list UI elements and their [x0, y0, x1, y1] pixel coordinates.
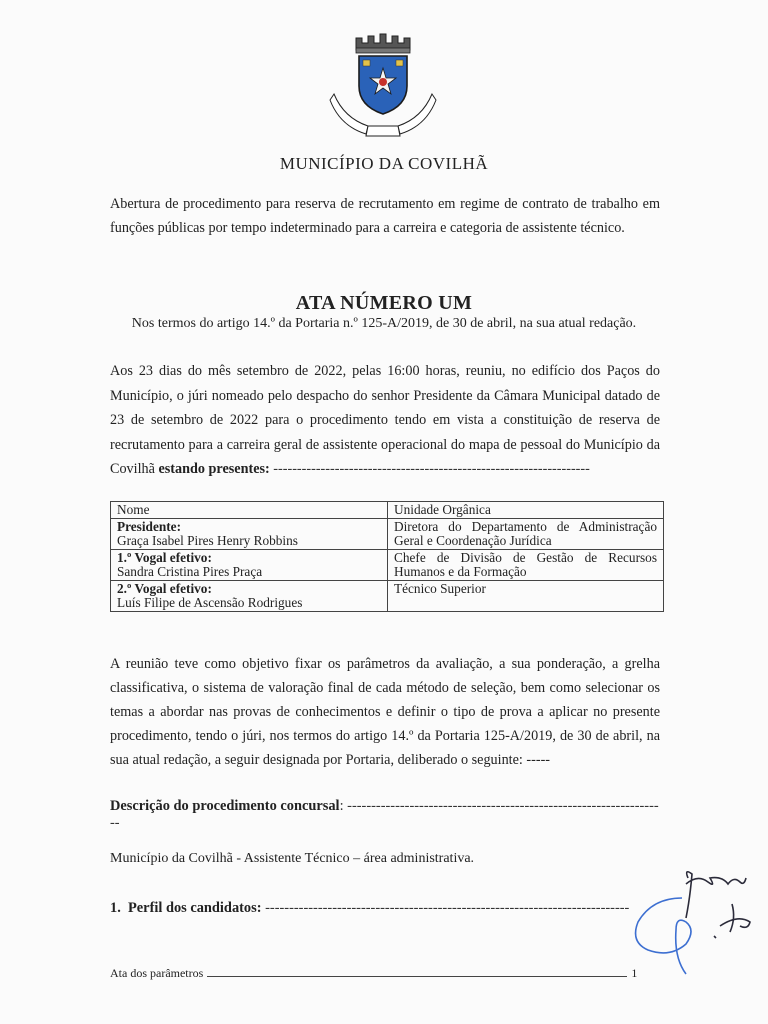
procedure-description: Município da Covilhã - Assistente Técnico – área administrativa.: [110, 851, 475, 866]
present-label: estando presentes:: [158, 461, 270, 477]
jury-name: Sandra Cristina Pires Praça: [117, 564, 263, 579]
jury-role: Presidente:: [117, 518, 182, 534]
page-number: 1: [631, 966, 638, 980]
jury-role: 1.º Vogal efetivo:: [117, 549, 212, 565]
municipal-crest-icon: [326, 30, 440, 140]
jury-name: Luís Filipe de Ascensão Rodrigues: [117, 595, 303, 610]
meeting-paragraph: A reunião teve como objetivo fixar os parâmetros da avaliação, a sua ponderação, a grelha classificativa, o sistema de valoração final de cada método de seleção, bem como selecionar os temas a abordar nas provas de conhecimentos e definir o tipo de prova a aplicar no presente procedimento, tendo o júri, nos termos do artigo 14.º da Portaria 125-A/2019, de 30 de abril, na sua atual redação, a seguir designada por Portaria, deliberado o seguinte: -----: [110, 656, 660, 768]
section-dashes: ----------------------------------------------------------------------------: [261, 900, 630, 916]
footer-label: Ata dos parâmetros: [110, 966, 204, 980]
header-name: Nome: [111, 502, 388, 519]
jury-role: 2.º Vogal efetivo:: [117, 580, 212, 596]
section-title: Perfil dos candidatos:: [128, 900, 262, 916]
section-heading: [110, 900, 660, 917]
procedure-label: Descrição do procedimento concursal: [110, 798, 340, 814]
procedure-heading: [110, 798, 660, 832]
opening-paragraph: [110, 359, 660, 482]
procedure-dashes: : -------------------------------------------------------------------: [110, 798, 659, 831]
jury-name: Graça Isabel Pires Henry Robbins: [117, 533, 298, 548]
jury-unit: Chefe de Divisão de Gestão de Recursos Humanos e da Formação: [388, 549, 664, 580]
intro-paragraph: Abertura de procedimento para reserva de recrutamento em regime de contrato de trabalho em funções públicas por tempo indeterminado para a carreira e categoria de assistente técnico.: [110, 196, 660, 236]
footer-rule: [207, 966, 627, 977]
municipality-title: MUNICÍPIO DA COVILHÃ: [279, 154, 489, 173]
header-unit: Unidade Orgânica: [388, 502, 664, 519]
section-number: 1.: [110, 900, 121, 916]
jury-member-cell: [111, 518, 388, 549]
jury-unit: Técnico Superior: [388, 580, 664, 611]
opening-text: Aos 23 dias do mês setembro de 2022, pelas 16:00 horas, reuniu, no edifício dos Paços do Município, o júri nomeado pelo despacho do senhor Presidente da Câmara Municipal datado de 23 de setembro de 2022 para o procedimento tendo em vista a constituição de reserva de recrutamento para a carreira geral de assistente operacional do mapa de pessoal do Município da Covilhã: [110, 363, 660, 477]
table-row: [111, 549, 664, 580]
dash-line: -------------------------------------------------------------------: [269, 461, 590, 477]
table-row: [111, 580, 664, 611]
table-row: [111, 518, 664, 549]
jury-table: [110, 501, 664, 612]
table-header-row: [111, 502, 664, 519]
jury-member-cell: [111, 549, 388, 580]
jury-unit: Diretora do Departamento de Administração Geral e Coordenação Jurídica: [388, 518, 664, 549]
jury-member-cell: [111, 580, 388, 611]
minutes-subtitle: Nos termos do artigo 14.º da Portaria n.º 125-A/2019, de 30 de abril, na sua atual redação.: [131, 316, 637, 331]
minutes-title: ATA NÚMERO UM: [295, 292, 473, 314]
page-footer: [110, 966, 656, 981]
